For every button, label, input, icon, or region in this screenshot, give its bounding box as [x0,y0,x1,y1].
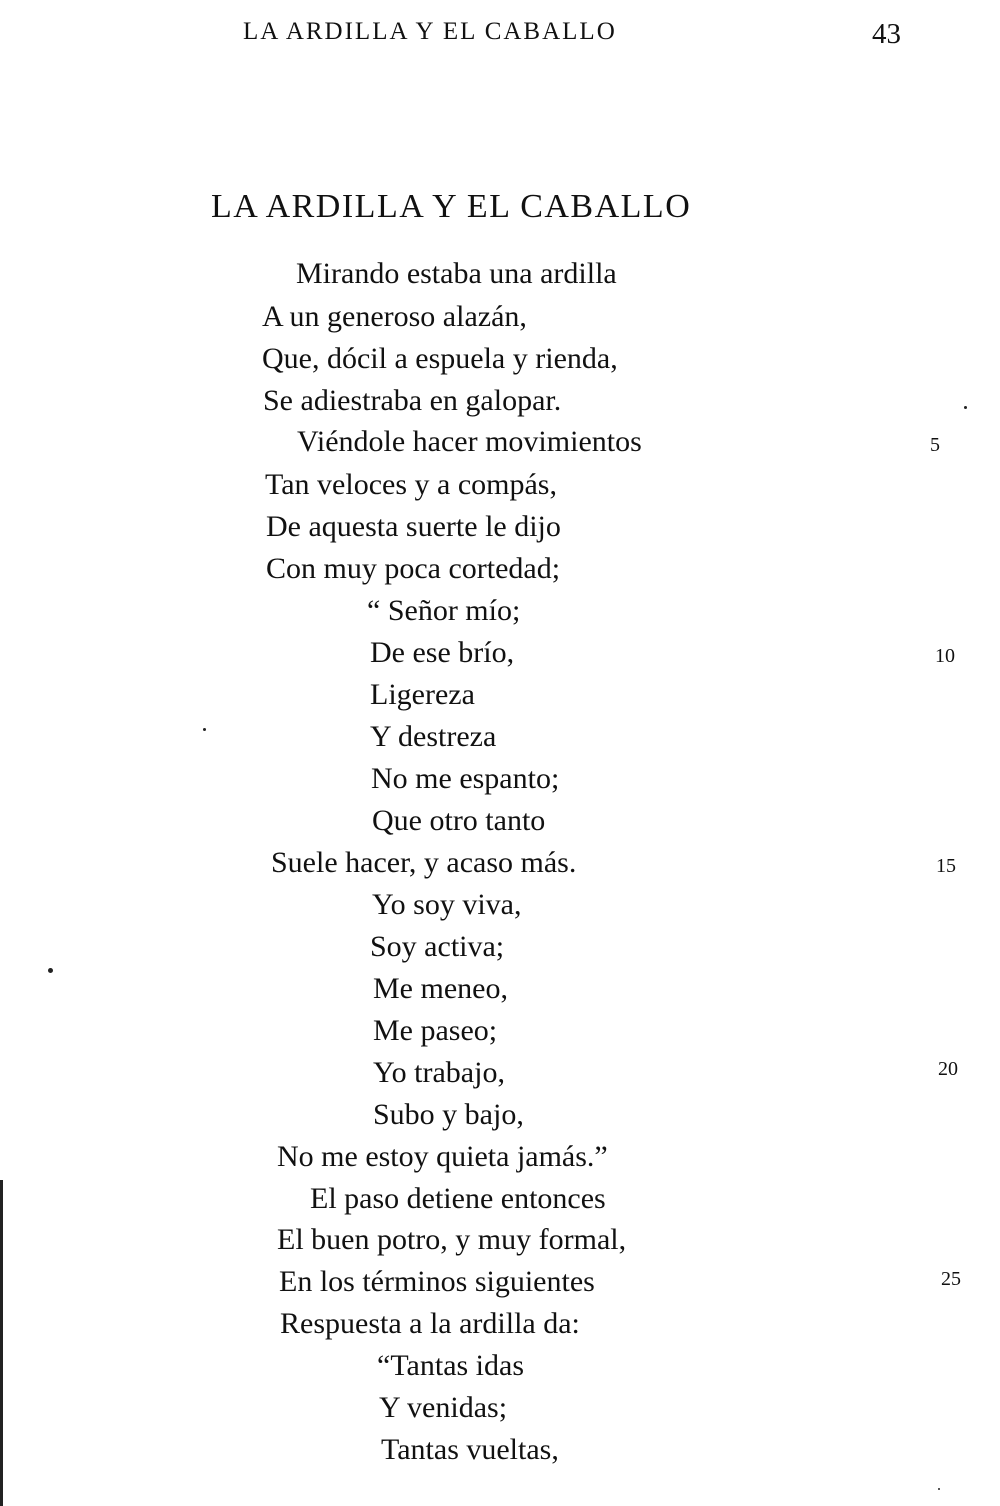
verse-line-6: Tan veloces y a compás, [265,468,557,501]
verse-line-17: Soy activa; [370,930,505,963]
gutter-edge-line [0,1180,3,1506]
running-head: LA ARDILLA Y EL CABALLO [243,18,617,45]
line-number: 25 [941,1268,961,1290]
verse-line-22: No me estoy quieta jamás.” [277,1140,608,1173]
verse-line-14: Que otro tanto [372,804,546,837]
verse-line-27: “Tantas idas [377,1349,525,1382]
verse-line-20: Yo trabajo, [373,1056,505,1089]
verse-line-3: Que, dócil a espuela y rienda, [262,342,618,375]
verse-line-25: En los términos siguientes [279,1265,595,1298]
ink-speck [203,728,206,731]
ink-speck [938,1488,940,1490]
verse-line-16: Yo soy viva, [372,888,522,921]
verse-line-28: Y venidas; [379,1391,508,1424]
verse-line-5: Viéndole hacer movimientos [297,425,642,458]
poem-title: LA ARDILLA Y EL CABALLO [211,188,692,225]
verse-line-1: Mirando estaba una ardilla [296,257,617,290]
line-number: 5 [930,434,940,456]
verse-line-9: “ Señor mío; [367,594,521,627]
verse-line-29: Tantas vueltas, [381,1433,559,1466]
verse-line-10: De ese brío, [370,636,515,669]
verse-line-18: Me meneo, [373,972,508,1005]
verse-line-4: Se adiestraba en galopar. [263,384,562,417]
verse-line-26: Respuesta a la ardilla da: [280,1307,580,1340]
verse-line-7: De aquesta suerte le dijo [266,510,561,543]
page-number: 43 [872,18,901,50]
verse-line-11: Ligereza [370,678,475,711]
verse-line-2: A un generoso alazán, [262,300,527,333]
verse-line-8: Con muy poca cortedad; [266,552,561,585]
verse-line-12: Y destreza [370,720,497,753]
line-number: 15 [936,855,956,877]
verse-line-15: Suele hacer, y acaso más. [271,846,577,879]
verse-line-13: No me espanto; [371,762,560,795]
ink-speck [48,968,53,973]
verse-line-19: Me paseo; [373,1014,498,1047]
ink-speck [964,406,967,409]
verse-line-23: El paso detiene entonces [310,1182,606,1215]
line-number: 20 [938,1058,958,1080]
verse-line-24: El buen potro, y muy formal, [277,1223,627,1256]
line-number: 10 [935,645,955,667]
verse-line-21: Subo y bajo, [373,1098,524,1131]
